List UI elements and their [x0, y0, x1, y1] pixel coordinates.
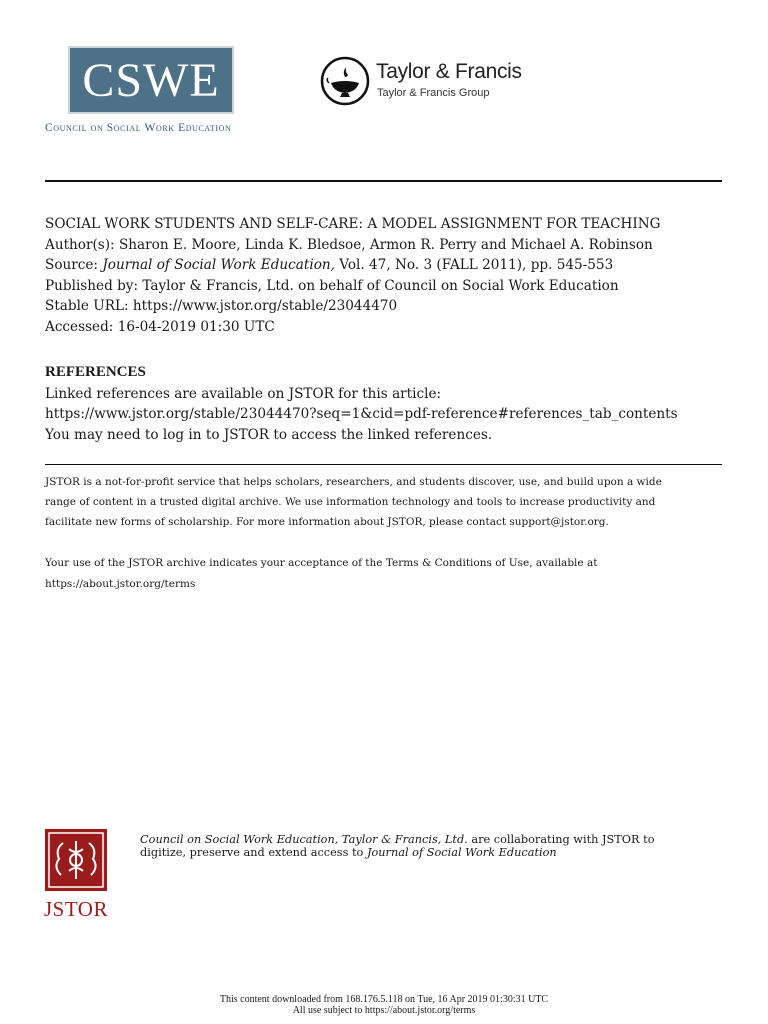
- terms-line: Your use of the JSTOR archive indicates your acceptance of the Terms & Conditions of Use, available at: [45, 557, 598, 569]
- article-authors: [45, 237, 653, 253]
- stable-url-label: Stable URL:: [45, 298, 133, 314]
- collab-text: are collaborating with JSTOR to: [467, 833, 655, 846]
- article-title: SOCIAL WORK STUDENTS AND SELF-CARE: A MODEL ASSIGNMENT FOR TEACHING: [45, 216, 661, 232]
- source-journal: Journal of Social Work Education,: [102, 257, 335, 273]
- authors-value: Sharon E. Moore, Linda K. Bledsoe, Armon R. Perry and Michael A. Robinson: [118, 237, 653, 253]
- collab-journal: Journal of Social Work Education: [366, 846, 557, 859]
- article-source: [45, 257, 613, 273]
- stable-url-link[interactable]: https://www.jstor.org/stable/23044470: [132, 298, 398, 314]
- collaboration-line: [140, 846, 557, 859]
- collab-partners: Council on Social Work Education, Taylor & Francis, Ltd.: [140, 833, 468, 846]
- references-intro: Linked references are available on JSTOR for this article:: [45, 386, 442, 402]
- cswe-logo: [68, 46, 234, 114]
- terms-notice: All use subject to https://about.jstor.org/terms: [292, 1005, 476, 1016]
- taylor-francis-lamp-icon: [320, 56, 370, 106]
- authors-label: Author(s):: [45, 237, 119, 253]
- taylor-francis-group: Taylor & Francis Group: [377, 87, 490, 99]
- terms-link[interactable]: https://about.jstor.org/terms: [45, 578, 196, 590]
- middle-divider: [45, 464, 722, 465]
- top-divider: [45, 180, 722, 182]
- notice-line: JSTOR is a not-for-profit service that helps scholars, researchers, and students discover, use, and build upon a wide: [45, 476, 662, 488]
- download-notice: This content downloaded from 168.176.5.118 on Tue, 16 Apr 2019 01:30:31 UTC: [219, 994, 549, 1005]
- notice-line: range of content in a trusted digital archive. We use information technology and tools to increase productivity and: [45, 496, 656, 508]
- collaboration-line: [140, 833, 655, 846]
- jstor-emblem-icon: [45, 829, 107, 891]
- article-stable-url: [45, 298, 397, 314]
- references-login-note: You may need to log in to JSTOR to access the linked references.: [45, 427, 493, 443]
- references-heading: REFERENCES: [45, 364, 146, 380]
- cswe-logo-mark: CSWE: [82, 53, 220, 107]
- jstor-wordmark: JSTOR: [44, 897, 108, 921]
- source-details: Vol. 47, No. 3 (FALL 2011), pp. 545-553: [334, 257, 614, 273]
- article-accessed: Accessed: 16-04-2019 01:30 UTC: [45, 319, 275, 335]
- source-label: Source:: [45, 257, 103, 273]
- notice-line: facilitate new forms of scholarship. For more information about JSTOR, please contact support@jstor.org.: [45, 516, 609, 528]
- references-link[interactable]: https://www.jstor.org/stable/23044470?seq=1&cid=pdf-reference#references_tab_contents: [45, 406, 678, 422]
- cswe-tagline: Council on Social Work Education: [45, 122, 232, 134]
- taylor-francis-name: Taylor & Francis: [376, 60, 522, 83]
- article-publisher: Published by: Taylor & Francis, Ltd. on behalf of Council on Social Work Education: [45, 278, 619, 294]
- collab-text: digitize, preserve and extend access to: [140, 846, 367, 859]
